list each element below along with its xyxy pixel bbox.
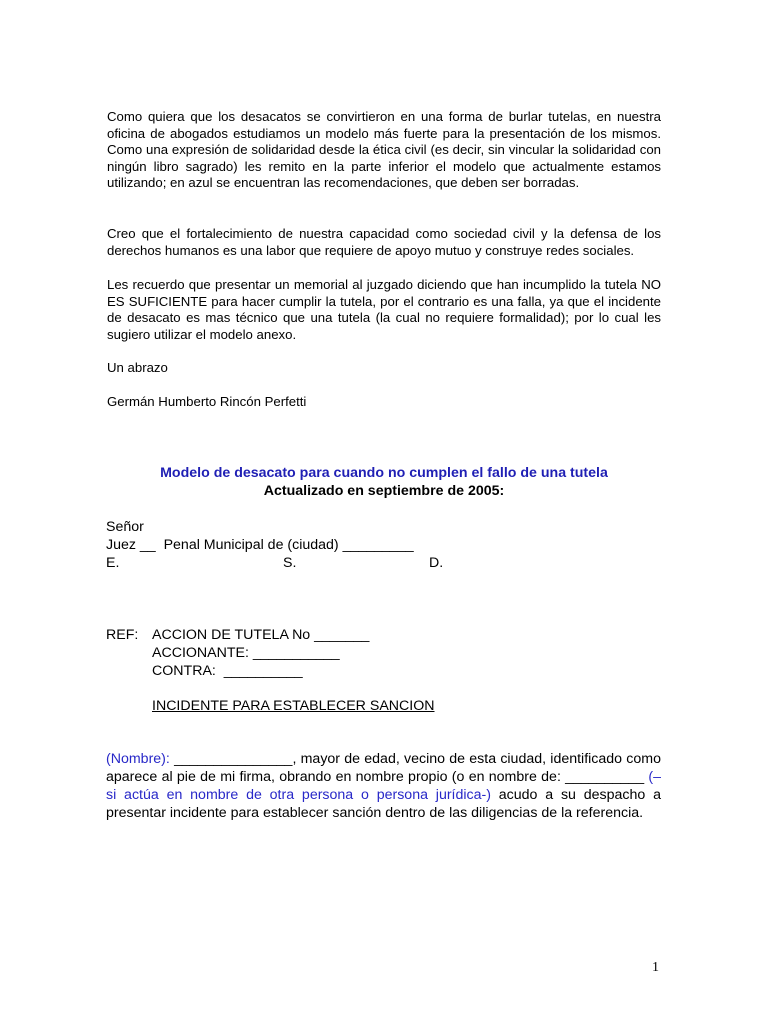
ref-tutela-number: ACCION DE TUTELA No _______ [152, 627, 370, 643]
esd-s: S. [283, 555, 297, 571]
model-subtitle: Actualizado en septiembre de 2005: [263, 483, 505, 499]
ref-accionante: ACCIONANTE: ___________ [152, 645, 340, 661]
model-heading [0, 464, 768, 500]
ref-label: REF: [106, 627, 139, 643]
intro-paragraph-3: Les recuerdo que presentar un memorial al juzgado diciendo que han incumplido la tutela NO ES SUFICIENTE para hacer cumplir la tutela, por el contrario es una falla, ya que el incidente de desacato es mas técnico que una tutela (la cual no requiere formalidad); por lo cual les sugiero utilizar el modelo anexo. [107, 277, 661, 342]
name-hint: (Nombre): [106, 751, 170, 767]
representation-hint: (– si actúa en nombre de otra persona o persona jurídica-) [106, 769, 661, 803]
esd-e: E. [106, 555, 120, 571]
page-number: 1 [652, 960, 659, 975]
ref-contra: CONTRA: __________ [152, 663, 303, 679]
esd-d: D. [429, 555, 444, 571]
incident-heading: INCIDENTE PARA ESTABLECER SANCION [152, 698, 435, 714]
body-text-2: acudo a su despacho a presentar incidente para establecer sanción dentro de las diligencias de la referencia. [106, 787, 661, 821]
intro-paragraph-1: Como quiera que los desacatos se convirtieron en una forma de burlar tutelas, en nuestra oficina de abogados estudiamos un modelo más fuerte para la presentación de los mismos. Como una expresión de solidaridad desde la ética civil (es decir, sin vincular la solidaridad con ningún libro sagrado) les remito en la parte inferior el modelo que actualmente estamos utilizando; en azul se encuentran las recomendaciones, que deben ser borradas. [107, 109, 661, 191]
judge-line: Juez __ Penal Municipal de (ciudad) _________ [106, 537, 414, 553]
model-title: Modelo de desacato para cuando no cumplen el fallo de una tutela [160, 465, 608, 481]
salutation: Señor [106, 519, 144, 535]
body-text-1: _______________, mayor de edad, vecino de esta ciudad, identificado como aparece al pie de mi firma, obrando en nombre propio (o en nombre de: __________ [106, 751, 661, 785]
closing-greeting: Un abrazo [107, 360, 168, 375]
intro-paragraph-2: Creo que el fortalecimiento de nuestra capacidad como sociedad civil y la defensa de los derechos humanos es una labor que requiere de apoyo mutuo y construye redes sociales. [107, 226, 661, 258]
body-paragraph [106, 750, 661, 822]
author-signature-name: Germán Humberto Rincón Perfetti [107, 394, 307, 409]
